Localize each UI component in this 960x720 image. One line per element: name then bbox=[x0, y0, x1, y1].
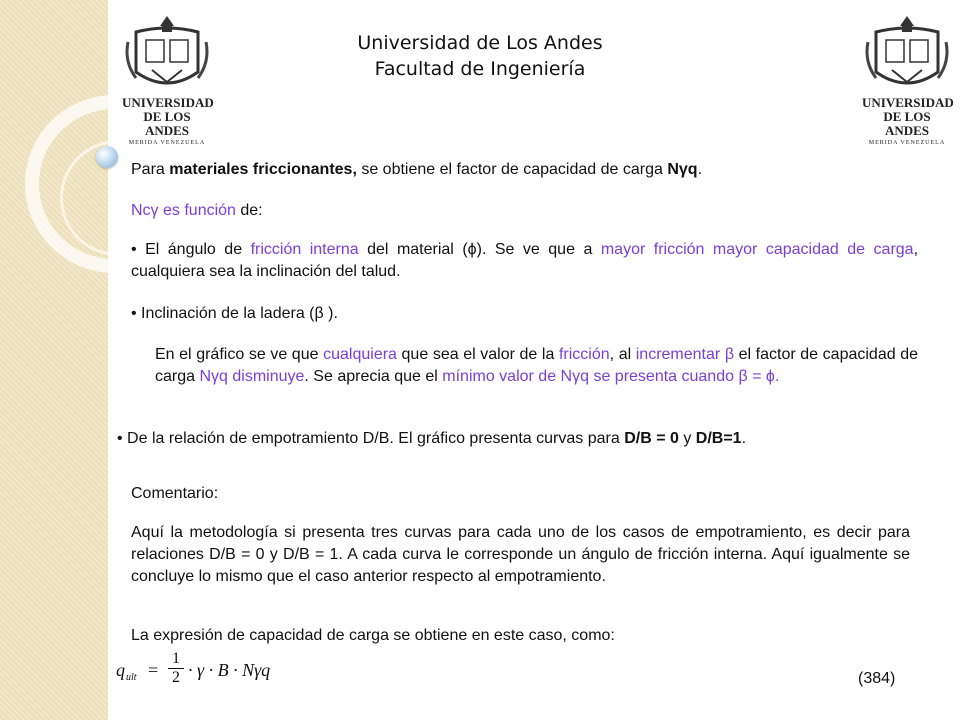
p1-j: mínimo valor de Nγq se presenta cuando β = ϕ. bbox=[442, 368, 780, 385]
bullet-embedment bbox=[117, 428, 917, 450]
bearing-capacity-formula bbox=[112, 650, 282, 690]
page-header bbox=[300, 30, 660, 82]
b3-b: D/B = 0 bbox=[624, 430, 679, 447]
p1-b: cualquiera bbox=[323, 346, 397, 363]
intro-line bbox=[131, 159, 931, 181]
intro-text-c: se obtiene el factor de capacidad de carga bbox=[356, 161, 668, 178]
p1-e: , al bbox=[609, 346, 636, 363]
formula-lhs-sub: ult bbox=[126, 672, 137, 683]
p1-c: que sea el valor de la bbox=[396, 346, 559, 363]
function-suffix: de: bbox=[235, 202, 263, 219]
university-logo-left bbox=[122, 12, 214, 146]
b3-a: • De la relación de empotramiento D/B. El gráfico presenta curvas para bbox=[117, 430, 625, 447]
university-seal-icon bbox=[862, 12, 952, 96]
bullet1-e: , cualquiera sea la inclinación del talud. bbox=[131, 241, 919, 280]
bullet-friction bbox=[131, 239, 918, 283]
logo-wordmark bbox=[122, 96, 212, 148]
p1-g: el factor de capacidad de carga bbox=[155, 346, 919, 385]
university-logo-right bbox=[862, 12, 954, 146]
p1-a: En el gráfico se ve que bbox=[155, 346, 324, 363]
comment-label: Comentario: bbox=[131, 485, 219, 502]
bullet1-b: fricción interna bbox=[250, 241, 359, 258]
formula-equals: = bbox=[148, 660, 159, 680]
page-number: (384) bbox=[858, 670, 896, 687]
formula-numerator: 1 bbox=[172, 650, 180, 667]
intro-factor: Nγq bbox=[667, 161, 698, 178]
intro-period: . bbox=[697, 161, 703, 178]
decorative-sidebar bbox=[0, 0, 108, 720]
bullet1-c: del material (ϕ). Se ve que a bbox=[358, 241, 601, 258]
comment-paragraph: Aquí la metodología si presenta tres curvas para cada uno de los casos de empotramiento, es decir para relaciones D/B = 0 y D/B = 1. A cada curva le corresponde un ángulo de fricción interna. Aquí igualmente se concluye lo mismo que el caso anterior respecto al empotramiento. bbox=[131, 524, 910, 585]
formula-denominator: 2 bbox=[172, 669, 180, 686]
logo-line-3: MERIDA VENEZUELA bbox=[128, 140, 206, 146]
b3-d: D/B=1 bbox=[695, 430, 742, 447]
bullet1-d: mayor fricción mayor capacidad de carga bbox=[600, 241, 914, 258]
logo-line-1: UNIVERSIDAD bbox=[862, 95, 954, 110]
faculty-name: Facultad de Ingeniería bbox=[374, 58, 586, 80]
university-seal-icon bbox=[122, 12, 212, 96]
logo-line-2: DE LOS ANDES bbox=[143, 109, 191, 138]
university-name: Universidad de Los Andes bbox=[357, 32, 603, 54]
logo-line-1: UNIVERSIDAD bbox=[122, 95, 214, 110]
p1-h: Nγq disminuye bbox=[199, 368, 305, 385]
formula-rhs: · γ · B · Nγq bbox=[188, 660, 271, 680]
intro-text-a: Para bbox=[131, 161, 170, 178]
formula-lhs: q bbox=[116, 660, 125, 680]
b3-e: . bbox=[741, 430, 747, 447]
graph-paragraph bbox=[155, 344, 918, 388]
p1-d: fricción bbox=[558, 346, 610, 363]
function-line bbox=[131, 200, 531, 222]
logo-wordmark bbox=[862, 96, 952, 148]
intro-text-bold: materiales friccionantes, bbox=[169, 161, 357, 178]
logo-line-2: DE LOS ANDES bbox=[883, 109, 931, 138]
bullet1-a: • El ángulo de bbox=[131, 241, 251, 258]
function-label: Ncγ es función bbox=[131, 202, 236, 219]
p1-f: incrementar β bbox=[635, 346, 735, 363]
logo-line-3: MERIDA VENEZUELA bbox=[868, 140, 946, 146]
formula-fraction bbox=[168, 650, 184, 687]
p1-i: . Se aprecia que el bbox=[304, 368, 443, 385]
expression-intro: La expresión de capacidad de carga se obtiene en este caso, como: bbox=[131, 627, 615, 644]
b3-c: y bbox=[678, 430, 696, 447]
bullet-inclination: • Inclinación de la ladera (β ). bbox=[131, 305, 338, 322]
bullet-orb-icon bbox=[96, 146, 118, 168]
